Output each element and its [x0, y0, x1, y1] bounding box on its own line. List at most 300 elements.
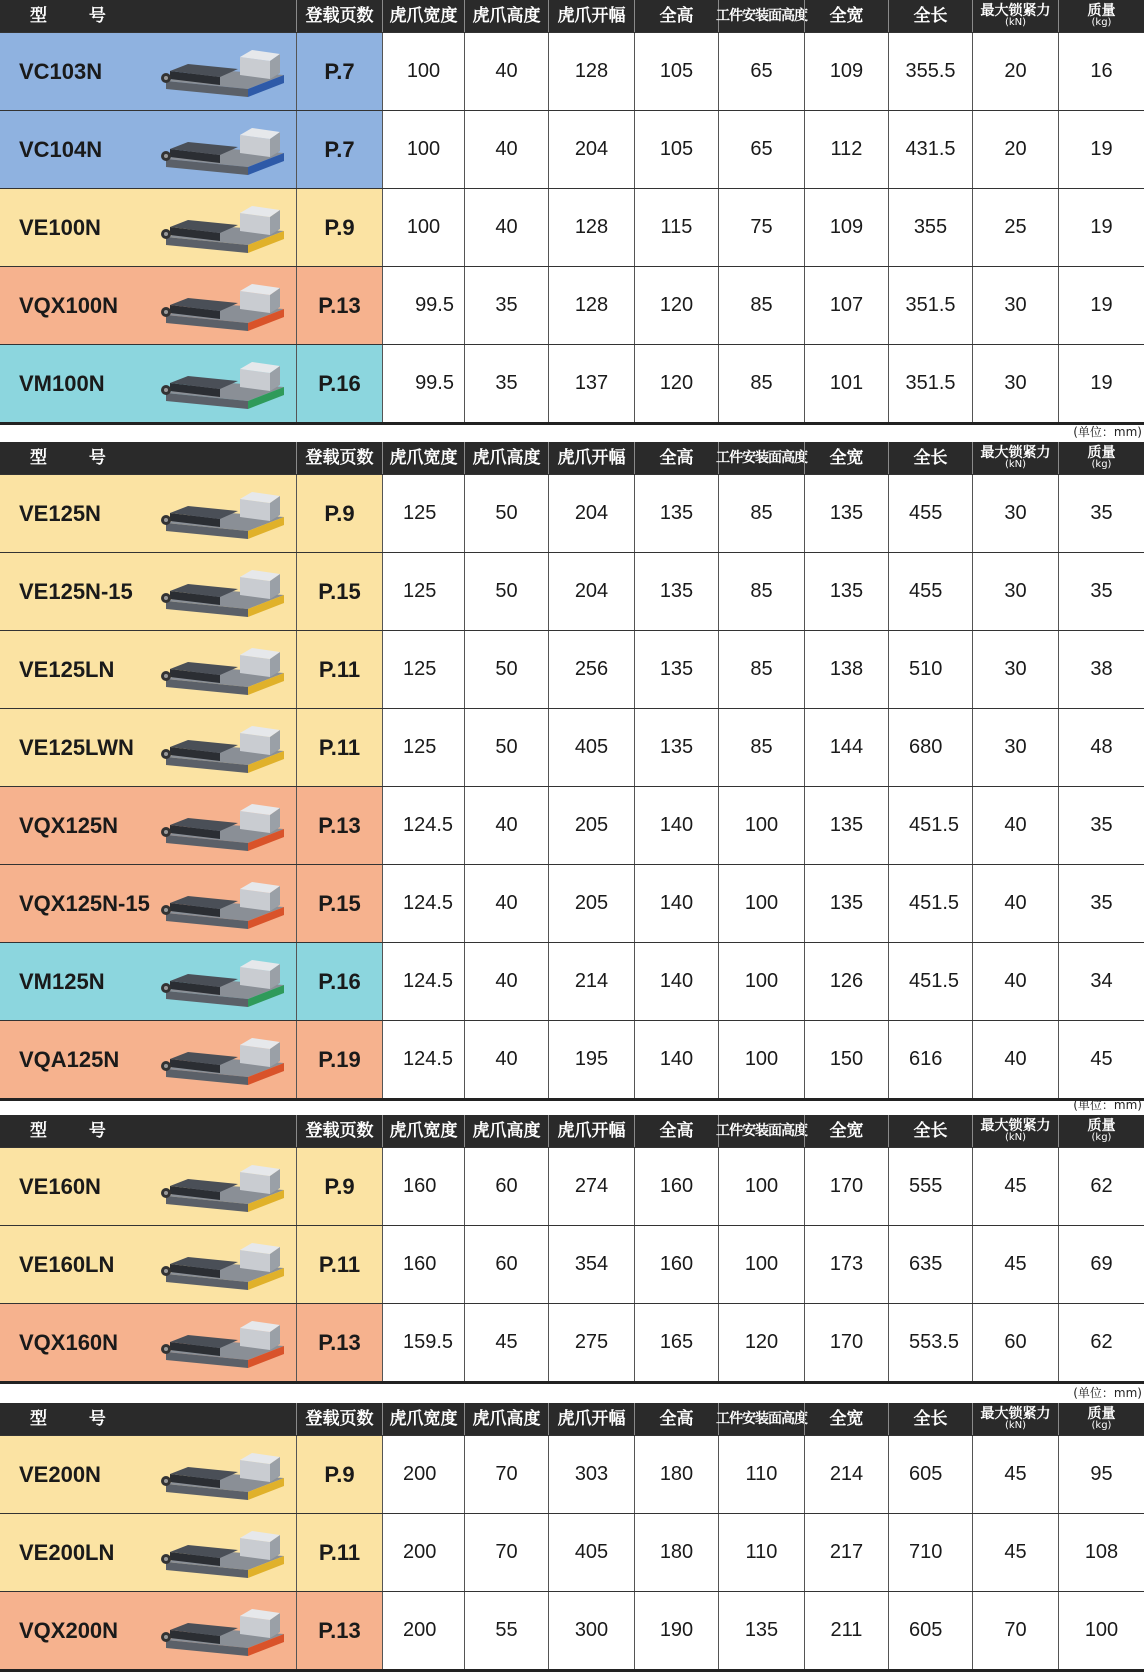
page-ref: P.16 [296, 345, 382, 422]
cell-jaw-height: 50 [464, 631, 548, 708]
cell-jaw-height: 40 [464, 33, 548, 110]
cell-mount-height: 65 [718, 33, 804, 110]
cell-max-clamp: 20 [972, 33, 1058, 110]
cell-max-clamp: 40 [972, 943, 1058, 1020]
cell-mass: 19 [1058, 111, 1144, 188]
header-total-length: 全长 [888, 1115, 972, 1147]
cell-total-width: 150 [804, 1021, 888, 1098]
cell-total-width: 135 [804, 553, 888, 630]
header-total-length: 全长 [888, 0, 972, 32]
table-section [0, 1115, 1144, 1384]
header-jaw-height: 虎爪高度 [464, 442, 548, 474]
table-row [0, 1225, 1144, 1303]
header-mass-label: 质量 [1087, 444, 1116, 461]
table-row [0, 266, 1144, 344]
table-row [0, 864, 1144, 942]
table-row [0, 110, 1144, 188]
header-page: 登载页数 [296, 442, 382, 474]
page-ref: P.13 [296, 787, 382, 864]
table-row [0, 708, 1144, 786]
cell-jaw-height: 40 [464, 189, 548, 266]
model-name: VE125LWN [19, 734, 134, 760]
cell-total-height: 180 [634, 1436, 718, 1513]
cell-total-length: 553.5 [888, 1304, 972, 1381]
cell-mount-height: 100 [718, 1148, 804, 1225]
cell-mass: 35 [1058, 553, 1144, 630]
header-max-clamp-label: 最大锁紧力 [980, 1117, 1051, 1134]
model-name: VE100N [19, 214, 101, 240]
model-cell [0, 111, 296, 188]
header-mount-height: 工件安装面高度 [718, 442, 804, 474]
cell-jaw-height: 60 [464, 1148, 548, 1225]
cell-jaw-height: 50 [464, 709, 548, 786]
table-row [0, 1147, 1144, 1225]
cell-max-clamp: 30 [972, 553, 1058, 630]
cell-max-clamp: 45 [972, 1148, 1058, 1225]
vise-image [160, 795, 288, 857]
cell-jaw-opening: 204 [548, 475, 634, 552]
cell-total-width: 217 [804, 1514, 888, 1591]
cell-total-length: 455 [888, 475, 972, 552]
cell-mass: 35 [1058, 475, 1144, 552]
cell-jaw-width: 159.5 [382, 1304, 464, 1381]
cell-total-width: 126 [804, 943, 888, 1020]
header-total-width: 全宽 [804, 442, 888, 474]
cell-mass: 34 [1058, 943, 1144, 1020]
cell-max-clamp: 60 [972, 1304, 1058, 1381]
cell-total-length: 431.5 [888, 111, 972, 188]
vise-image [160, 1029, 288, 1091]
model-name: VQA125N [19, 1046, 120, 1072]
header-page: 登载页数 [296, 1115, 382, 1147]
header-model: 型 号 [30, 1120, 124, 1141]
table-section [0, 442, 1144, 1101]
cell-max-clamp: 20 [972, 111, 1058, 188]
cell-total-height: 115 [634, 189, 718, 266]
page-ref: P.11 [296, 631, 382, 708]
model-name: VQX100N [19, 292, 119, 318]
cell-mount-height: 110 [718, 1436, 804, 1513]
cell-total-height: 160 [634, 1226, 718, 1303]
cell-total-height: 120 [634, 345, 718, 422]
cell-jaw-height: 50 [464, 475, 548, 552]
cell-mount-height: 120 [718, 1304, 804, 1381]
header-total-width: 全宽 [804, 1403, 888, 1435]
cell-mount-height: 135 [718, 1592, 804, 1669]
cell-jaw-opening: 214 [548, 943, 634, 1020]
model-cell [0, 631, 296, 708]
cell-total-height: 140 [634, 943, 718, 1020]
header-total-height: 全高 [634, 442, 718, 474]
header-total-length: 全长 [888, 1403, 972, 1435]
model-name: VQX125N-15 [19, 890, 150, 916]
cell-total-width: 109 [804, 33, 888, 110]
table-header [0, 1403, 1144, 1435]
cell-jaw-width: 125 [382, 709, 464, 786]
model-cell [0, 345, 296, 422]
table-row [0, 630, 1144, 708]
cell-max-clamp: 30 [972, 345, 1058, 422]
cell-jaw-width: 124.5 [382, 787, 464, 864]
cell-jaw-opening: 405 [548, 709, 634, 786]
header-mass [1058, 1403, 1144, 1435]
cell-jaw-opening: 405 [548, 1514, 634, 1591]
cell-max-clamp: 30 [972, 475, 1058, 552]
cell-total-height: 105 [634, 111, 718, 188]
header-mount-height: 工件安装面高度 [718, 1403, 804, 1435]
table-row [0, 1513, 1144, 1591]
cell-total-height: 180 [634, 1514, 718, 1591]
cell-max-clamp: 40 [972, 1021, 1058, 1098]
cell-mass: 19 [1058, 267, 1144, 344]
cell-total-length: 355 [888, 189, 972, 266]
header-jaw-width: 虎爪宽度 [382, 1403, 464, 1435]
header-max-clamp-unit: (kN) [1004, 458, 1027, 470]
page-ref: P.13 [296, 1304, 382, 1381]
vise-image [160, 119, 288, 181]
cell-jaw-opening: 205 [548, 865, 634, 942]
cell-total-width: 173 [804, 1226, 888, 1303]
cell-mount-height: 100 [718, 943, 804, 1020]
cell-total-height: 135 [634, 709, 718, 786]
cell-total-height: 120 [634, 267, 718, 344]
header-total-height: 全高 [634, 0, 718, 32]
header-max-clamp-label: 最大锁紧力 [980, 2, 1051, 19]
cell-total-length: 635 [888, 1226, 972, 1303]
cell-total-width: 214 [804, 1436, 888, 1513]
cell-total-height: 135 [634, 475, 718, 552]
cell-mount-height: 85 [718, 267, 804, 344]
model-name: VE125N [19, 500, 101, 526]
unit-note: (单位：mm) [1073, 425, 1142, 439]
header-page: 登载页数 [296, 0, 382, 32]
cell-jaw-height: 40 [464, 787, 548, 864]
cell-jaw-opening: 128 [548, 267, 634, 344]
model-name: VE160N [19, 1173, 101, 1199]
cell-mount-height: 75 [718, 189, 804, 266]
header-max-clamp [972, 1115, 1058, 1147]
header-mount-height: 工件安装面高度 [718, 0, 804, 32]
table-section [0, 1403, 1144, 1672]
cell-max-clamp: 45 [972, 1226, 1058, 1303]
model-cell [0, 33, 296, 110]
header-mass-label: 质量 [1087, 1405, 1116, 1422]
cell-jaw-width: 100 [382, 111, 464, 188]
model-cell [0, 1226, 296, 1303]
cell-max-clamp: 40 [972, 787, 1058, 864]
header-model: 型 号 [30, 1408, 124, 1429]
cell-jaw-opening: 205 [548, 787, 634, 864]
table-row [0, 188, 1144, 266]
cell-jaw-opening: 204 [548, 553, 634, 630]
cell-jaw-opening: 128 [548, 189, 634, 266]
model-name: VE160LN [19, 1251, 115, 1277]
cell-jaw-width: 99.5 [382, 267, 464, 344]
cell-jaw-opening: 128 [548, 33, 634, 110]
cell-total-height: 190 [634, 1592, 718, 1669]
table-row [0, 786, 1144, 864]
model-cell [0, 1436, 296, 1513]
vise-image [160, 561, 288, 623]
cell-jaw-width: 160 [382, 1226, 464, 1303]
cell-mount-height: 100 [718, 1021, 804, 1098]
header-page: 登载页数 [296, 1403, 382, 1435]
unit-note: (单位：mm) [1073, 1098, 1142, 1112]
cell-jaw-height: 70 [464, 1514, 548, 1591]
header-mass-label: 质量 [1087, 2, 1116, 19]
model-cell [0, 943, 296, 1020]
cell-max-clamp: 30 [972, 709, 1058, 786]
cell-total-width: 112 [804, 111, 888, 188]
cell-max-clamp: 45 [972, 1436, 1058, 1513]
model-cell [0, 1514, 296, 1591]
header-model: 型 号 [30, 5, 124, 26]
cell-jaw-height: 40 [464, 943, 548, 1020]
cell-total-height: 165 [634, 1304, 718, 1381]
cell-total-length: 555 [888, 1148, 972, 1225]
page-ref: P.9 [296, 475, 382, 552]
model-cell [0, 1304, 296, 1381]
cell-total-length: 680 [888, 709, 972, 786]
cell-jaw-width: 160 [382, 1148, 464, 1225]
cell-total-length: 351.5 [888, 267, 972, 344]
table-row [0, 344, 1144, 422]
cell-jaw-height: 55 [464, 1592, 548, 1669]
vise-image [160, 353, 288, 415]
cell-max-clamp: 40 [972, 865, 1058, 942]
vise-image [160, 873, 288, 935]
cell-total-length: 451.5 [888, 865, 972, 942]
cell-total-width: 138 [804, 631, 888, 708]
header-jaw-height: 虎爪高度 [464, 1115, 548, 1147]
header-jaw-width: 虎爪宽度 [382, 0, 464, 32]
table-section [0, 0, 1144, 425]
cell-jaw-opening: 275 [548, 1304, 634, 1381]
cell-max-clamp: 30 [972, 631, 1058, 708]
table-header [0, 0, 1144, 32]
cell-total-length: 605 [888, 1436, 972, 1513]
vise-image [160, 951, 288, 1013]
cell-mount-height: 100 [718, 865, 804, 942]
header-max-clamp [972, 442, 1058, 474]
header-total-width: 全宽 [804, 1115, 888, 1147]
model-cell [0, 709, 296, 786]
vise-image [160, 1522, 288, 1584]
vise-image [160, 197, 288, 259]
header-mass-unit: (kg) [1091, 1419, 1112, 1431]
cell-total-height: 160 [634, 1148, 718, 1225]
cell-mount-height: 85 [718, 553, 804, 630]
header-max-clamp-unit: (kN) [1004, 1419, 1027, 1431]
page-ref: P.16 [296, 943, 382, 1020]
cell-jaw-height: 60 [464, 1226, 548, 1303]
page-ref: P.19 [296, 1021, 382, 1098]
cell-total-height: 140 [634, 865, 718, 942]
cell-jaw-width: 125 [382, 553, 464, 630]
cell-mass: 100 [1058, 1592, 1144, 1669]
header-mass-label: 质量 [1087, 1117, 1116, 1134]
cell-jaw-height: 40 [464, 865, 548, 942]
header-model: 型 号 [30, 447, 124, 468]
table-row [0, 474, 1144, 552]
header-max-clamp [972, 1403, 1058, 1435]
cell-jaw-width: 200 [382, 1514, 464, 1591]
cell-jaw-height: 45 [464, 1304, 548, 1381]
cell-total-width: 144 [804, 709, 888, 786]
cell-mount-height: 85 [718, 631, 804, 708]
table-row [0, 942, 1144, 1020]
model-name: VE125LN [19, 656, 115, 682]
cell-total-width: 135 [804, 865, 888, 942]
header-total-length: 全长 [888, 442, 972, 474]
header-max-clamp-unit: (kN) [1004, 16, 1027, 28]
model-name: VM100N [19, 370, 105, 396]
header-jaw-height: 虎爪高度 [464, 0, 548, 32]
cell-jaw-height: 70 [464, 1436, 548, 1513]
cell-jaw-opening: 195 [548, 1021, 634, 1098]
model-cell [0, 787, 296, 864]
vise-image [160, 1234, 288, 1296]
cell-mount-height: 85 [718, 709, 804, 786]
page-ref: P.9 [296, 1436, 382, 1513]
cell-total-width: 170 [804, 1148, 888, 1225]
cell-jaw-width: 200 [382, 1592, 464, 1669]
cell-total-length: 351.5 [888, 345, 972, 422]
cell-total-length: 355.5 [888, 33, 972, 110]
table-row [0, 1435, 1144, 1513]
cell-jaw-width: 100 [382, 189, 464, 266]
vise-image [160, 717, 288, 779]
cell-mount-height: 65 [718, 111, 804, 188]
cell-mass: 62 [1058, 1304, 1144, 1381]
cell-jaw-width: 124.5 [382, 943, 464, 1020]
model-name: VE200N [19, 1461, 101, 1487]
header-jaw-opening: 虎爪开幅 [548, 1115, 634, 1147]
cell-mass: 62 [1058, 1148, 1144, 1225]
cell-max-clamp: 30 [972, 267, 1058, 344]
page-ref: P.15 [296, 865, 382, 942]
model-name: VQX200N [19, 1617, 119, 1643]
cell-mount-height: 100 [718, 787, 804, 864]
model-cell [0, 189, 296, 266]
cell-total-width: 211 [804, 1592, 888, 1669]
model-cell [0, 553, 296, 630]
model-cell [0, 475, 296, 552]
cell-mass: 35 [1058, 865, 1144, 942]
table-row [0, 1303, 1144, 1381]
cell-jaw-width: 125 [382, 475, 464, 552]
header-jaw-height: 虎爪高度 [464, 1403, 548, 1435]
header-mass-unit: (kg) [1091, 16, 1112, 28]
cell-total-length: 451.5 [888, 787, 972, 864]
page-ref: P.7 [296, 111, 382, 188]
model-name: VM125N [19, 968, 105, 994]
cell-total-length: 710 [888, 1514, 972, 1591]
page-ref: P.11 [296, 1514, 382, 1591]
cell-jaw-width: 200 [382, 1436, 464, 1513]
cell-total-length: 510 [888, 631, 972, 708]
cell-total-width: 135 [804, 475, 888, 552]
header-mass [1058, 1115, 1144, 1147]
table-row [0, 1020, 1144, 1098]
cell-mount-height: 110 [718, 1514, 804, 1591]
header-mass-unit: (kg) [1091, 1131, 1112, 1143]
cell-max-clamp: 70 [972, 1592, 1058, 1669]
cell-total-length: 605 [888, 1592, 972, 1669]
cell-total-height: 135 [634, 631, 718, 708]
model-name: VQX125N [19, 812, 119, 838]
vise-image [160, 1312, 288, 1374]
cell-mount-height: 85 [718, 345, 804, 422]
cell-total-width: 170 [804, 1304, 888, 1381]
header-mass [1058, 442, 1144, 474]
cell-mass: 48 [1058, 709, 1144, 786]
cell-mount-height: 100 [718, 1226, 804, 1303]
cell-total-length: 451.5 [888, 943, 972, 1020]
cell-jaw-opening: 300 [548, 1592, 634, 1669]
cell-jaw-opening: 354 [548, 1226, 634, 1303]
page-ref: P.9 [296, 189, 382, 266]
cell-total-width: 101 [804, 345, 888, 422]
table-header [0, 1115, 1144, 1147]
cell-jaw-height: 35 [464, 267, 548, 344]
cell-total-height: 105 [634, 33, 718, 110]
page-ref: P.15 [296, 553, 382, 630]
vise-image [160, 275, 288, 337]
header-mount-height: 工件安装面高度 [718, 1115, 804, 1147]
model-name: VC104N [19, 136, 103, 162]
table-header [0, 442, 1144, 474]
header-total-height: 全高 [634, 1115, 718, 1147]
vise-image [160, 1156, 288, 1218]
cell-total-height: 140 [634, 1021, 718, 1098]
cell-jaw-width: 124.5 [382, 865, 464, 942]
vise-image [160, 41, 288, 103]
cell-jaw-width: 124.5 [382, 1021, 464, 1098]
cell-jaw-height: 40 [464, 111, 548, 188]
table-row [0, 1591, 1144, 1669]
cell-mount-height: 85 [718, 475, 804, 552]
page-ref: P.11 [296, 1226, 382, 1303]
cell-jaw-width: 100 [382, 33, 464, 110]
vise-image [160, 1444, 288, 1506]
page-ref: P.13 [296, 267, 382, 344]
header-total-height: 全高 [634, 1403, 718, 1435]
table-row [0, 32, 1144, 110]
model-name: VC103N [19, 58, 103, 84]
cell-jaw-opening: 303 [548, 1436, 634, 1513]
cell-max-clamp: 25 [972, 189, 1058, 266]
page-ref: P.9 [296, 1148, 382, 1225]
header-max-clamp-label: 最大锁紧力 [980, 444, 1051, 461]
model-cell [0, 267, 296, 344]
cell-mass: 69 [1058, 1226, 1144, 1303]
cell-total-length: 455 [888, 553, 972, 630]
cell-total-width: 109 [804, 189, 888, 266]
header-total-width: 全宽 [804, 0, 888, 32]
cell-jaw-height: 50 [464, 553, 548, 630]
vise-image [160, 639, 288, 701]
cell-mass: 95 [1058, 1436, 1144, 1513]
cell-jaw-opening: 204 [548, 111, 634, 188]
header-mass [1058, 0, 1144, 32]
header-max-clamp [972, 0, 1058, 32]
header-max-clamp-unit: (kN) [1004, 1131, 1027, 1143]
cell-total-length: 616 [888, 1021, 972, 1098]
model-name: VE200LN [19, 1539, 115, 1565]
cell-total-width: 135 [804, 787, 888, 864]
cell-total-width: 107 [804, 267, 888, 344]
